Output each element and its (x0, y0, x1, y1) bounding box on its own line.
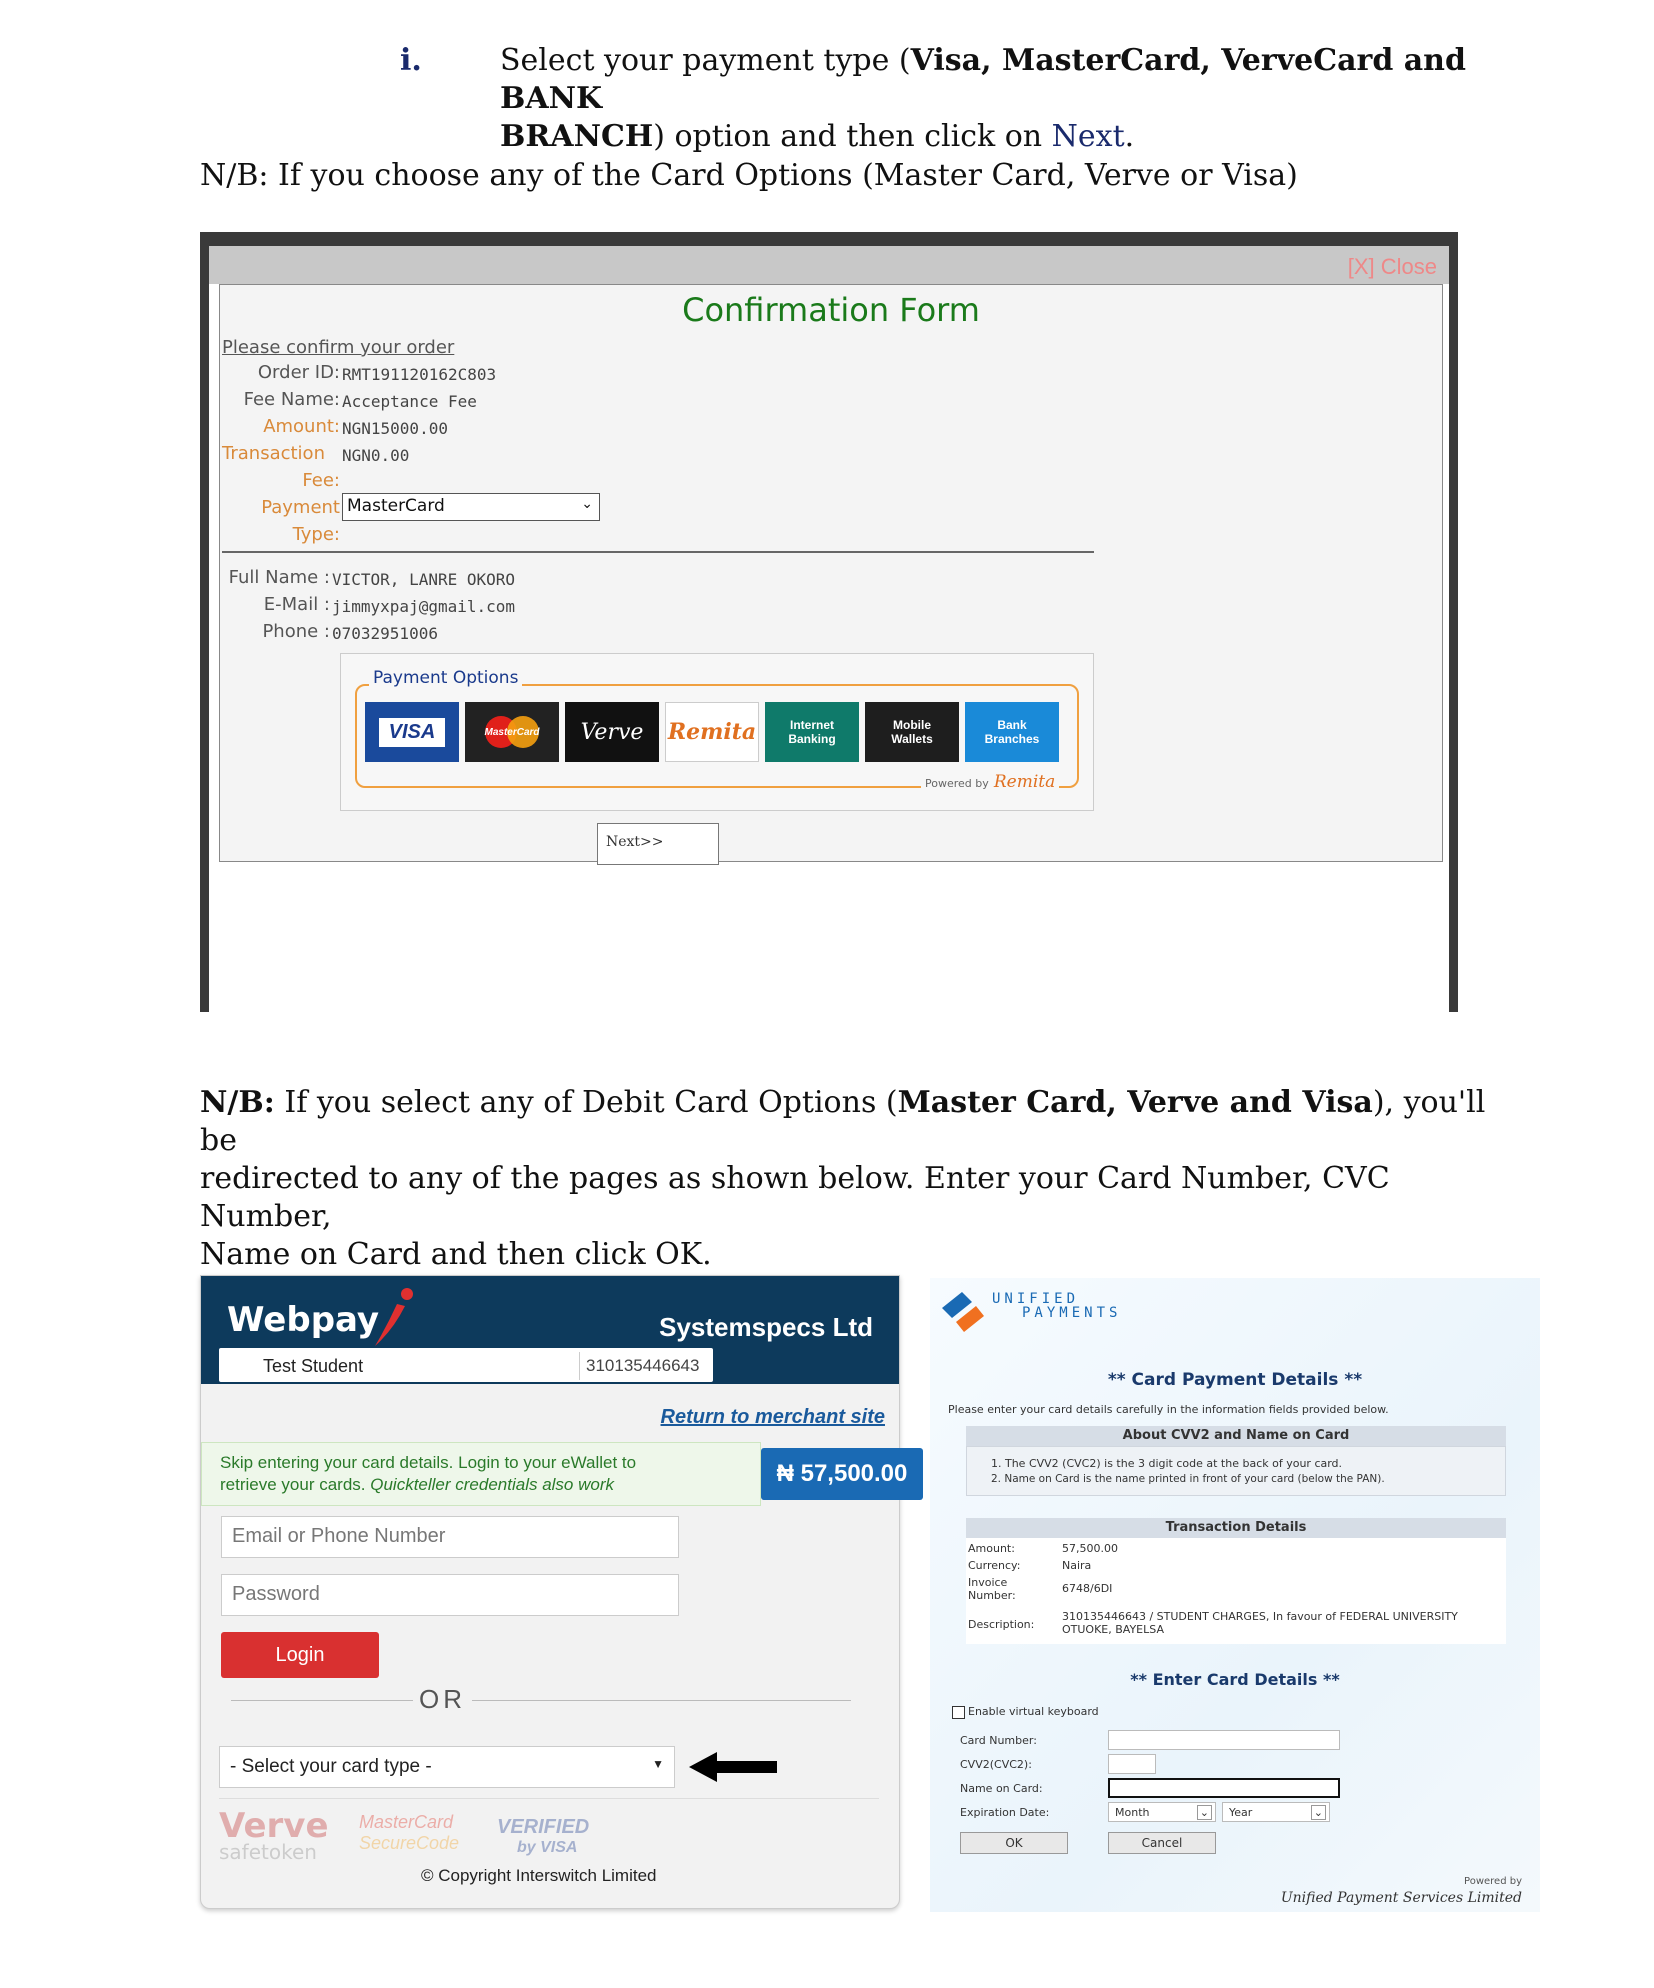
expiry-month-value: Month (1115, 1806, 1150, 1819)
order-id-label: Order ID: (257, 362, 340, 383)
form-title: Confirmation Form (682, 291, 980, 329)
txn-row-value: Naira (1062, 1559, 1092, 1572)
powered-by-text: Powered by (925, 777, 989, 790)
note-text-a: If you select any of Debit Card Options ( (274, 1085, 898, 1120)
expiry-label: Expiration Date: (960, 1806, 1050, 1819)
payment-type-label: Payment (261, 497, 340, 518)
close-button[interactable]: [X] Close (1347, 254, 1437, 279)
verve-option[interactable] (565, 702, 659, 762)
ewallet-hint-line2 (220, 1475, 614, 1495)
note-card-options: N/B: If you choose any of the Card Options (Master Card, Verve or Visa) (200, 158, 1298, 193)
student-name: Test Student (263, 1356, 364, 1376)
enter-card-title: ** Enter Card Details ** (1130, 1670, 1340, 1689)
verve-label: Verve (580, 719, 644, 745)
verified-text: VERIFIED (497, 1816, 590, 1838)
bank-branches-label: Bank Branches (984, 718, 1040, 746)
merchant-name: Systemspecs Ltd (659, 1312, 873, 1342)
full-name-value: VICTOR, LANRE OKORO (332, 570, 516, 589)
payment-options-title: Payment Options (369, 668, 522, 688)
txn-row-label: Currency: (968, 1559, 1021, 1572)
unified-logo-line2: PAYMENTS (1022, 1305, 1122, 1321)
step-text-c: BRANCH (500, 119, 654, 154)
transaction-table (966, 1538, 1506, 1644)
expiry-month-select[interactable] (1108, 1802, 1216, 1822)
txn-row-label: Invoice Number: (968, 1576, 1016, 1602)
ewallet-hint (201, 1442, 761, 1506)
virtual-keyboard-checkbox[interactable] (952, 1706, 965, 1719)
webpay-screenshot (200, 1275, 908, 1909)
fee-name-label: Fee Name: (243, 389, 340, 410)
remita-brand: Remita (993, 772, 1056, 792)
mobile-wallets-option[interactable] (865, 702, 959, 762)
phone-value: 07032951006 (332, 624, 438, 643)
about-cvv-header: About CVV2 and Name on Card (966, 1426, 1506, 1446)
note-text-e: Name on Card and then click OK. (200, 1237, 712, 1272)
verve-safetoken-logo (219, 1806, 329, 1864)
note-text-c: ), you'll be (200, 1085, 1486, 1158)
visa-label: VISA (379, 718, 446, 747)
amount-label: Amount: (263, 416, 340, 437)
payment-type-value: MasterCard (347, 496, 445, 516)
full-name-label: Full Name : (228, 567, 330, 588)
virtual-keyboard-label: Enable virtual keyboard (968, 1705, 1099, 1718)
unified-payments-screenshot (930, 1278, 1540, 1912)
step-text-d: ) option and then click on (653, 119, 1052, 154)
transaction-header: Transaction Details (966, 1518, 1506, 1538)
dropdown-arrow-icon: ▼ (652, 1757, 664, 1771)
txn-fee-label-2: Fee: (302, 470, 340, 491)
amount-badge: ₦ 57,500.00 (761, 1448, 923, 1500)
name-on-card-input[interactable] (1108, 1778, 1340, 1798)
remita-label: Remita (667, 719, 757, 745)
payment-type-select[interactable] (342, 493, 600, 521)
txn-fee-label: Transaction (222, 443, 325, 464)
cvv-input[interactable] (1108, 1754, 1156, 1774)
fee-name-value: Acceptance Fee (342, 392, 477, 411)
about-cvv-1: 1. The CVV2 (CVC2) is the 3 digit code at the back of your card. (991, 1457, 1343, 1470)
step-text-a: Select your payment type ( (500, 43, 911, 78)
order-id-value: RMT191120162C803 (342, 365, 497, 384)
unified-logo-icon (938, 1288, 988, 1334)
by-visa-text: by VISA (517, 1839, 578, 1856)
webpay-swoosh-icon (367, 1286, 417, 1348)
arrow-left-icon (687, 1750, 779, 1784)
login-button[interactable]: Login (221, 1632, 379, 1678)
expiry-year-value: Year (1229, 1806, 1253, 1819)
note-text-d: redirected to any of the pages as shown below. Enter your Card Number, CVC Number, (200, 1161, 1390, 1234)
note-debit-card (200, 1084, 1500, 1274)
unified-company-name: Unified Payment Services Limited (1280, 1890, 1522, 1906)
ewallet-hint-text: retrieve your cards. (220, 1475, 371, 1494)
expiry-year-select[interactable] (1222, 1802, 1330, 1822)
amount-value: NGN15000.00 (342, 419, 448, 438)
verve-logo-text: Verve (219, 1806, 329, 1846)
securecode-text: SecureCode (359, 1833, 460, 1853)
mastercard-option[interactable] (465, 702, 559, 762)
student-bar (219, 1348, 713, 1382)
webpay-logo: Webpay (227, 1300, 380, 1340)
card-intro: Please enter your card details carefully in the information fields provided below. (948, 1403, 1389, 1416)
section-divider (222, 551, 1094, 553)
visa-option[interactable] (365, 702, 459, 762)
or-label: OR (413, 1684, 472, 1715)
txn-fee-value: NGN0.00 (342, 446, 410, 465)
unified-logo-text (992, 1292, 1121, 1320)
email-label: E-Mail : (263, 594, 330, 615)
name-on-card-label: Name on Card: (960, 1782, 1043, 1795)
confirmation-screenshot (200, 232, 1458, 1012)
confirmation-panel (219, 284, 1443, 862)
next-button[interactable]: Next>> (597, 823, 719, 865)
about-cvv-box (966, 1446, 1506, 1496)
payment-type-label-2: Type: (292, 524, 340, 545)
card-number-label: Card Number: (960, 1734, 1037, 1747)
step-instruction (500, 42, 1500, 156)
email-input[interactable]: Email or Phone Number (221, 1516, 679, 1558)
quickteller-note: Quickteller credentials also work (370, 1475, 614, 1494)
bank-branches-option[interactable] (965, 702, 1059, 762)
txn-row-value: 57,500.00 (1062, 1542, 1118, 1555)
card-number-input[interactable] (1108, 1730, 1340, 1750)
cancel-button[interactable]: Cancel (1108, 1832, 1216, 1854)
copyright: © Copyright Interswitch Limited (421, 1866, 657, 1885)
internet-banking-option[interactable] (765, 702, 859, 762)
powered-by-label: Powered by (1464, 1876, 1522, 1887)
mobile-wallets-label: Mobile Wallets (891, 718, 933, 746)
payment-options-container (340, 653, 1094, 811)
password-input[interactable]: Password (221, 1574, 679, 1616)
txn-row-value: 310135446643 / STUDENT CHARGES, In favour of FEDERAL UNIVERSITY OTUOKE, BAYELSA (1062, 1610, 1458, 1636)
return-merchant-link[interactable]: Return to merchant site (660, 1406, 885, 1428)
next-reference: Next (1051, 119, 1125, 154)
mastercard-label: MasterCard (484, 726, 540, 738)
email-value: jimmyxpaj@gmail.com (332, 597, 516, 616)
safetoken-text: safetoken (219, 1840, 317, 1864)
or-divider (231, 1700, 851, 1701)
about-cvv-2: 2. Name on Card is the name printed in front of your card (below the PAN). (991, 1473, 1385, 1485)
phone-label: Phone : (262, 621, 330, 642)
chevron-down-icon: ⌄ (1197, 1805, 1212, 1820)
txn-row-label: Description: (968, 1618, 1035, 1631)
mastercard-text: MasterCard (359, 1812, 454, 1832)
ewallet-hint-line1: Skip entering your card details. Login to your eWallet to (220, 1453, 637, 1472)
logo-divider (219, 1798, 879, 1799)
step-text-b: Visa, MasterCard, VerveCard and BANK (500, 43, 1466, 116)
chevron-down-icon: ⌄ (1311, 1805, 1326, 1820)
card-type-select[interactable] (219, 1746, 675, 1788)
note-label: N/B: (200, 1085, 275, 1120)
step-text-e: . (1124, 119, 1135, 154)
mastercard-securecode-logo (359, 1812, 459, 1854)
ok-button[interactable]: OK (960, 1832, 1068, 1854)
txn-row-value: 6748/6DI (1062, 1582, 1113, 1595)
window-titlebar (209, 246, 1449, 284)
internet-banking-label: Internet Banking (788, 718, 836, 746)
cvv-label: CVV2(CVC2): (960, 1758, 1032, 1771)
verified-by-visa-logo (497, 1816, 589, 1857)
note-text-b: Master Card, Verve and Visa (897, 1085, 1373, 1120)
webpay-header (201, 1276, 899, 1384)
txn-row-label: Amount: (968, 1542, 1015, 1555)
card-type-value: - Select your card type - (230, 1756, 432, 1777)
card-payment-title: ** Card Payment Details ** (1107, 1370, 1363, 1390)
list-marker: i. (400, 43, 422, 78)
confirm-prompt: Please confirm your order (222, 337, 455, 358)
confirmation-window (209, 246, 1449, 1012)
reference-number: 310135446643 (579, 1352, 705, 1380)
remita-option[interactable] (665, 702, 759, 762)
chevron-down-icon: ⌄ (581, 496, 593, 512)
unified-logo-line1: UNIFIED (992, 1291, 1080, 1307)
powered-by-remita (921, 772, 1059, 792)
